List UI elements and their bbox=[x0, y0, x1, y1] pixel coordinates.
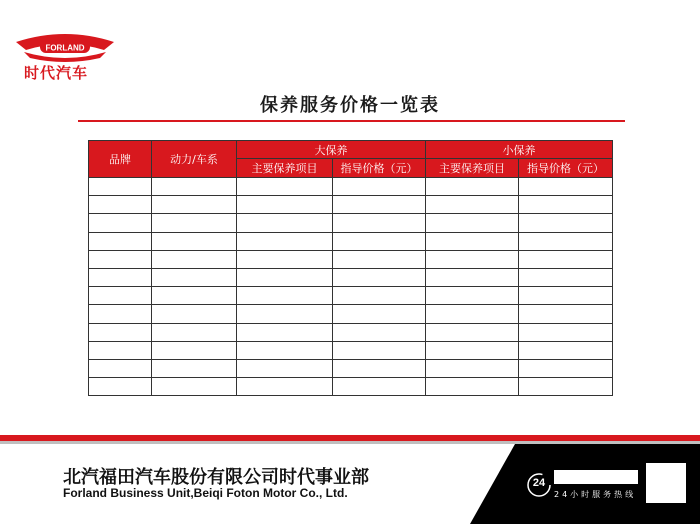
table-cell bbox=[519, 287, 613, 305]
table-cell bbox=[333, 305, 426, 323]
table-cell bbox=[519, 268, 613, 286]
header-major-items: 主要保养项目 bbox=[237, 159, 333, 178]
logo-brand-cn: 时代汽车 bbox=[24, 64, 89, 82]
logo-brand-en: FORLAND bbox=[45, 43, 85, 53]
table-cell bbox=[237, 268, 333, 286]
table-cell bbox=[152, 196, 237, 214]
table-row bbox=[89, 232, 613, 250]
table-cell bbox=[426, 359, 519, 377]
brand-logo bbox=[14, 30, 118, 86]
table-cell bbox=[333, 214, 426, 232]
table-cell bbox=[89, 268, 152, 286]
table-cell bbox=[333, 268, 426, 286]
table-cell bbox=[89, 287, 152, 305]
table-cell bbox=[152, 287, 237, 305]
table-cell bbox=[89, 214, 152, 232]
table-cell bbox=[519, 305, 613, 323]
table-row bbox=[89, 305, 613, 323]
table-row bbox=[89, 178, 613, 196]
table-cell bbox=[237, 196, 333, 214]
table-cell bbox=[237, 323, 333, 341]
header-minor-items: 主要保养项目 bbox=[426, 159, 519, 178]
table-cell bbox=[237, 287, 333, 305]
table-cell bbox=[152, 378, 237, 396]
table-cell bbox=[237, 232, 333, 250]
table-cell bbox=[89, 378, 152, 396]
page-title: 保养服务价格一览表 bbox=[260, 95, 440, 116]
header-major-service: 大保养 bbox=[237, 141, 426, 159]
header-minor-price: 指导价格（元） bbox=[519, 159, 613, 178]
table-cell bbox=[333, 323, 426, 341]
table-cell bbox=[152, 359, 237, 377]
company-name-en: Forland Business Unit,Beiqi Foton Motor Co., Ltd. bbox=[63, 486, 348, 500]
table-cell bbox=[519, 232, 613, 250]
table-cell bbox=[519, 214, 613, 232]
table-cell bbox=[152, 232, 237, 250]
table-row bbox=[89, 359, 613, 377]
forland-emblem-icon bbox=[14, 30, 116, 62]
table-row bbox=[89, 268, 613, 286]
table-cell bbox=[426, 178, 519, 196]
header-powertrain: 动力/车系 bbox=[152, 141, 237, 178]
table-cell bbox=[237, 341, 333, 359]
table-cell bbox=[152, 323, 237, 341]
header-minor-service: 小保养 bbox=[426, 141, 613, 159]
qr-code-placeholder bbox=[646, 463, 686, 503]
table-row bbox=[89, 196, 613, 214]
company-name-cn: 北汽福田汽车股份有限公司时代事业部 bbox=[63, 467, 369, 488]
footer-gray-band bbox=[0, 441, 700, 444]
table-row bbox=[89, 287, 613, 305]
table-cell bbox=[89, 359, 152, 377]
header-major-price: 指导价格（元） bbox=[333, 159, 426, 178]
table-cell bbox=[333, 178, 426, 196]
table-cell bbox=[89, 250, 152, 268]
table-row bbox=[89, 214, 613, 232]
table-cell bbox=[333, 287, 426, 305]
title-divider bbox=[78, 120, 625, 122]
table-cell bbox=[333, 359, 426, 377]
table-cell bbox=[426, 232, 519, 250]
table-cell bbox=[237, 178, 333, 196]
table-cell bbox=[426, 305, 519, 323]
table-cell bbox=[89, 341, 152, 359]
table-cell bbox=[333, 250, 426, 268]
table-cell bbox=[89, 305, 152, 323]
table-cell bbox=[426, 341, 519, 359]
table-cell bbox=[426, 196, 519, 214]
table-cell bbox=[333, 232, 426, 250]
table-cell bbox=[152, 341, 237, 359]
table-cell bbox=[89, 178, 152, 196]
table-cell bbox=[333, 378, 426, 396]
table-cell bbox=[426, 268, 519, 286]
table-cell bbox=[237, 359, 333, 377]
table-cell bbox=[519, 341, 613, 359]
table-body bbox=[89, 178, 613, 396]
table-cell bbox=[426, 378, 519, 396]
table-cell bbox=[426, 323, 519, 341]
table-cell bbox=[89, 323, 152, 341]
table-row bbox=[89, 341, 613, 359]
table-row bbox=[89, 378, 613, 396]
table-row bbox=[89, 323, 613, 341]
table-cell bbox=[426, 214, 519, 232]
table-cell bbox=[152, 214, 237, 232]
table-cell bbox=[519, 359, 613, 377]
table-cell bbox=[237, 378, 333, 396]
table-cell bbox=[333, 341, 426, 359]
table-cell bbox=[519, 323, 613, 341]
table-cell bbox=[519, 250, 613, 268]
table-cell bbox=[152, 178, 237, 196]
table-cell bbox=[426, 250, 519, 268]
hotline-number-box bbox=[554, 470, 638, 484]
hotline-label: 24小时服务热线 bbox=[554, 490, 637, 499]
hotline-24-badge: 24 bbox=[532, 477, 546, 489]
table-cell bbox=[152, 305, 237, 323]
table-cell bbox=[519, 178, 613, 196]
table-cell bbox=[237, 214, 333, 232]
table-cell bbox=[426, 287, 519, 305]
table-cell bbox=[152, 268, 237, 286]
table-row bbox=[89, 250, 613, 268]
table-cell bbox=[519, 196, 613, 214]
table-cell bbox=[89, 232, 152, 250]
table-cell bbox=[333, 196, 426, 214]
table-cell bbox=[519, 378, 613, 396]
table-cell bbox=[237, 250, 333, 268]
price-table bbox=[88, 140, 613, 396]
table-cell bbox=[152, 250, 237, 268]
table-cell bbox=[237, 305, 333, 323]
table-cell bbox=[89, 196, 152, 214]
header-brand: 品牌 bbox=[89, 141, 152, 178]
